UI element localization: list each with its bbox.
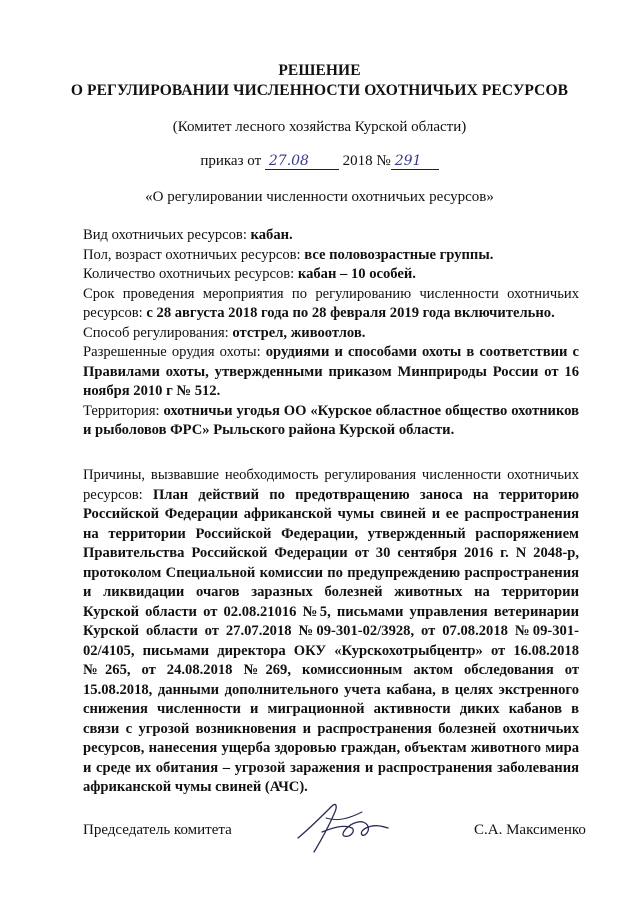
reasons-paragraph	[83, 466, 579, 798]
method-value: отстрел, живоотлов.	[232, 324, 366, 341]
reasons-label: Причины, вызвавшие необходимость регулирования численности охотничьих ресурсов:	[83, 467, 579, 503]
reasons-section	[83, 466, 579, 798]
quantity-row	[83, 265, 579, 285]
tools-label: Разрешенные орудия охоты:	[83, 344, 266, 360]
species-value: кабан.	[250, 227, 293, 243]
document-title-line2: О РЕГУЛИРОВАНИИ ЧИСЛЕННОСТИ ОХОТНИЧЬИХ РЕСУРСОВ	[70, 82, 569, 99]
document-title-line1: РЕШЕНИЕ	[278, 62, 361, 79]
species-row	[83, 226, 579, 246]
sex-age-value: все половозрастные группы.	[304, 246, 494, 263]
order-date-handwritten: 27.08	[265, 153, 339, 170]
territory-label: Территория:	[83, 402, 164, 419]
order-prefix: приказ от	[200, 153, 262, 169]
quantity-label: Количество охотничьих ресурсов:	[83, 266, 298, 282]
parameters-section	[83, 226, 579, 441]
quantity-value: кабан – 10 особей.	[297, 266, 416, 282]
species-label: Вид охотничьих ресурсов:	[83, 227, 251, 243]
order-number-sign: №	[376, 153, 391, 169]
period-value: с 28 августа 2018 года по 28 февраля 2019 года включительно.	[146, 305, 555, 321]
period-row	[83, 285, 579, 324]
tools-value: орудиями и способами охоты в соответствии с Правилами охоты, утвержденными приказом Минприроды России от 16 ноября 2010 г № 512.	[83, 344, 579, 399]
territory-row	[83, 402, 579, 441]
order-title: «О регулировании численности охотничьих ресурсов»	[145, 189, 494, 205]
period-label: Срок проведения мероприятия по регулированию численности охотничьих ресурсов:	[83, 285, 579, 321]
tools-row	[83, 343, 579, 402]
signatory-name: С.А. Максименко	[474, 822, 586, 838]
organization-name: (Комитет лесного хозяйства Курской области)	[172, 119, 467, 135]
order-line	[0, 153, 639, 170]
sex-age-label: Пол, возраст охотничьих ресурсов:	[83, 246, 305, 263]
reasons-value: План действий по предотвращению заноса на территорию Российской Федерации африканской чумы свиней и ее распространения на территории Российской Федерации, утвержденный распоряжением Правительства Российской Федерации от 30 сентября 2016 г. N 2048-р, протоколом Специальной комиссии по предупреждению распространения и ликвидации очагов заразных болезней животных на территории Курской области от 02.08.21016 №5, письмами управления ветеринарии Курской области от 27.07.2018 №09-301-02/3928, от 07.08.2018 №09-301-02/4105, письмами директора ОКУ «Курскохотрыбцентр» от 16.08.2018 №265, от 24.08.2018 №269, комиссионным актом обследования от 15.08.2018, данными дополнительного учета кабана, в целях экстренного снижения численности и миграционной активности диких кабанов в связи с угрозой возникновения и распространения болезней охотничьих ресурсов, нанесения ущерба здоровью граждан, объектам животного мира и среде их обитания – угрозой заражения и распространения заболевания африканской чумы свиней (АЧС).	[83, 486, 579, 795]
sex-age-row	[83, 246, 579, 266]
signatory-position: Председатель комитета	[83, 822, 232, 838]
method-row	[83, 324, 579, 344]
handwritten-signature-icon	[292, 798, 392, 856]
method-label: Способ регулирования:	[83, 324, 233, 341]
order-year: 2018	[342, 153, 373, 169]
territory-value: охотничьи угодья ОО «Курское областное общество охотников и рыболовов ФРС» Рыльского района Курской области.	[83, 402, 579, 438]
order-number-handwritten: 291	[391, 153, 439, 170]
